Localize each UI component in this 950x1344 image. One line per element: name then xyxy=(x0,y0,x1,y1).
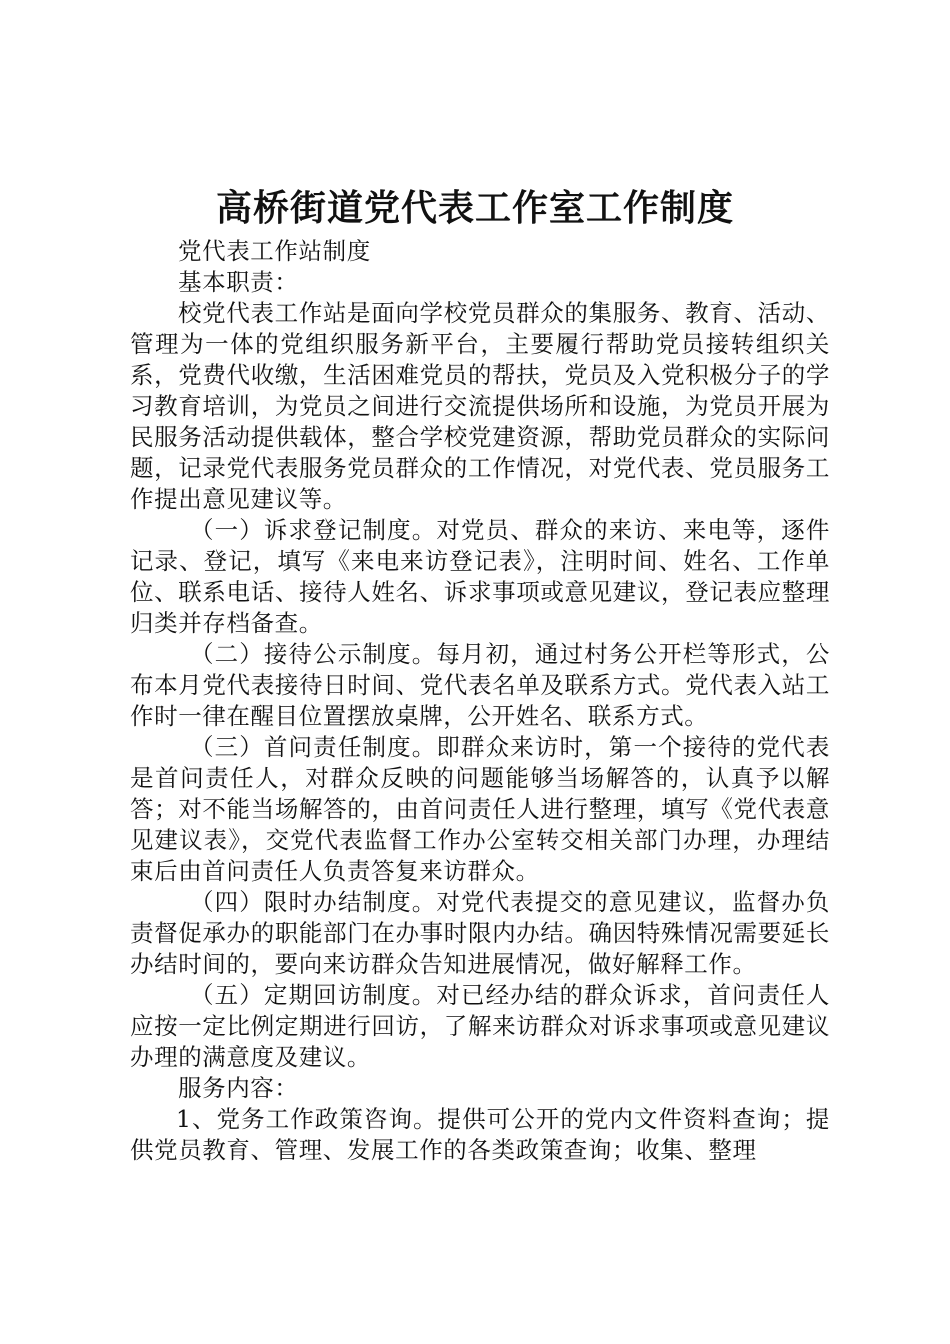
paragraph: （三）首问责任制度。即群众来访时，第一个接待的党代表是首问责任人，对群众反映的问题能够当场解答的，认真予以解答；对不能当场解答的，由首问责任人进行整理，填写《党代表意见建议表》，交党代表监督工作办公室转交相关部门办理，办理结束后由首问责任人负责答复来访群众。 xyxy=(130,733,830,885)
paragraph: （二）接待公示制度。每月初，通过村务公开栏等形式，公布本月党代表接待日时间、党代表名单及联系方式。党代表入站工作时一律在醒目位置摆放桌牌，公开姓名、联系方式。 xyxy=(130,640,830,730)
document-title: 高桥街道党代表工作室工作制度 xyxy=(215,187,734,229)
paragraph: （五）定期回访制度。对已经办结的群众诉求，首问责任人应按一定比例定期进行回访，了解来访群众对诉求事项或意见建议办理的满意度及建议。 xyxy=(130,981,830,1071)
paragraph: 校党代表工作站是面向学校党员群众的集服务、教育、活动、管理为一体的党组织服务新平台，主要履行帮助党员接转组织关系，党费代收缴，生活困难党员的帮扶，党员及入党积极分子的学习教育培训，为党员之间进行交流提供场所和设施，为党员开展为民服务活动提供载体，整合学校党建资源，帮助党员群众的实际问题，记录党代表服务党员群众的工作情况，对党代表、党员服务工作提出意见建议等。 xyxy=(130,299,830,513)
paragraph: （四）限时办结制度。对党代表提交的意见建议，监督办负责督促承办的职能部门在办事时限内办结。确因特殊情况需要延长办结时间的，要向来访群众告知进展情况，做好解释工作。 xyxy=(130,888,830,978)
section-heading: 基本职责： xyxy=(178,268,299,296)
paragraph: 1、党务工作政策咨询。提供可公开的党内文件资料查询；提供党员教育、管理、发展工作的各类政策查询；收集、整理 xyxy=(130,1105,830,1164)
document-body xyxy=(130,236,830,1166)
section-heading: 党代表工作站制度 xyxy=(178,237,371,265)
paragraph: （一）诉求登记制度。对党员、群众的来访、来电等，逐件记录、登记，填写《来电来访登记表》，注明时间、姓名、工作单位、联系电话、接待人姓名、诉求事项或意见建议，登记表应整理归类并存档备查。 xyxy=(130,516,830,637)
section-heading: 服务内容： xyxy=(178,1074,299,1102)
